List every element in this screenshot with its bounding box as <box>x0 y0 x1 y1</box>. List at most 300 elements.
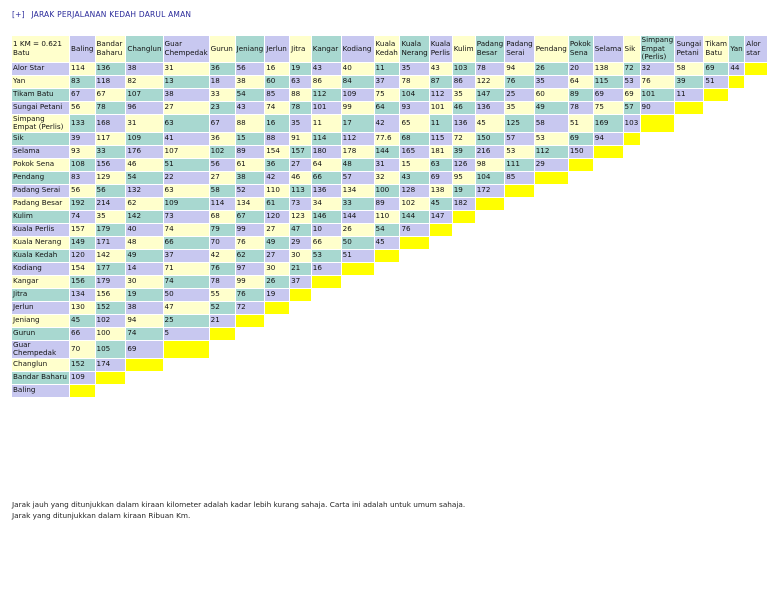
row-label: Sik <box>12 133 69 145</box>
distance-cell: 18 <box>210 76 235 88</box>
diagonal-cell <box>535 172 568 184</box>
distance-cell: 142 <box>126 211 162 223</box>
distance-cell: 114 <box>210 198 235 210</box>
diagonal-cell <box>745 63 767 75</box>
distance-cell: 37 <box>375 76 400 88</box>
distance-cell: 65 <box>400 115 428 132</box>
distance-cell: 43 <box>236 102 265 114</box>
distance-cell: 67 <box>236 211 265 223</box>
table-row <box>12 76 767 88</box>
distance-cell: 112 <box>430 89 452 101</box>
distance-cell: 76 <box>400 224 428 236</box>
distance-cell: 39 <box>675 76 703 88</box>
distance-cell: 110 <box>375 211 400 223</box>
column-header: Kuala Nerang <box>400 36 428 62</box>
distance-cell: 136 <box>96 63 126 75</box>
distance-cell: 34 <box>312 198 341 210</box>
distance-cell: 27 <box>290 159 311 171</box>
distance-cell: 58 <box>535 115 568 132</box>
distance-cell: 67 <box>210 115 235 132</box>
distance-cell: 101 <box>312 102 341 114</box>
distance-cell: 50 <box>164 289 209 301</box>
distance-cell: 26 <box>535 63 568 75</box>
distance-cell: 134 <box>342 185 374 197</box>
distance-cell: 69 <box>704 63 728 75</box>
distance-cell: 69 <box>624 89 640 101</box>
distance-cell: 53 <box>535 133 568 145</box>
distance-cell: 26 <box>342 224 374 236</box>
distance-cell: 192 <box>70 198 94 210</box>
distance-cell: 107 <box>126 89 162 101</box>
table-row <box>12 341 767 358</box>
distance-cell: 123 <box>290 211 311 223</box>
distance-cell: 57 <box>505 133 534 145</box>
table-row <box>12 185 767 197</box>
row-label: Tikam Batu <box>12 89 69 101</box>
distance-cell: 58 <box>210 185 235 197</box>
distance-cell: 45 <box>70 315 94 327</box>
distance-cell: 56 <box>236 63 265 75</box>
distance-cell: 25 <box>164 315 209 327</box>
distance-cell: 53 <box>624 76 640 88</box>
distance-cell: 144 <box>375 146 400 158</box>
distance-cell: 53 <box>312 250 341 262</box>
distance-cell: 17 <box>342 115 374 132</box>
diagonal-cell <box>430 224 452 236</box>
table-row <box>12 302 767 314</box>
distance-cell: 114 <box>312 133 341 145</box>
distance-cell: 136 <box>453 115 475 132</box>
distance-cell: 214 <box>96 198 126 210</box>
distance-cell: 126 <box>453 159 475 171</box>
distance-cell: 63 <box>164 185 209 197</box>
distance-cell: 115 <box>430 133 452 145</box>
row-label: Pendang <box>12 172 69 184</box>
diagonal-cell <box>641 115 675 132</box>
distance-cell: 149 <box>70 237 94 249</box>
distance-cell: 38 <box>126 63 162 75</box>
distance-cell: 38 <box>236 76 265 88</box>
row-label: Guar Chempedak <box>12 341 69 358</box>
distance-cell: 94 <box>594 133 623 145</box>
distance-cell: 109 <box>70 372 94 384</box>
distance-cell: 157 <box>290 146 311 158</box>
distance-cell: 142 <box>96 250 126 262</box>
column-header: Baling <box>70 36 94 62</box>
distance-cell: 147 <box>476 89 505 101</box>
row-label: Padang Serai <box>12 185 69 197</box>
distance-cell: 37 <box>164 250 209 262</box>
distance-cell: 35 <box>505 102 534 114</box>
distance-cell: 60 <box>265 76 289 88</box>
distance-cell: 11 <box>675 89 703 101</box>
distance-cell: 150 <box>476 133 505 145</box>
diagonal-cell <box>236 315 265 327</box>
table-row <box>12 328 767 340</box>
distance-cell: 63 <box>430 159 452 171</box>
row-label: Pokok Sena <box>12 159 69 171</box>
distance-cell: 61 <box>236 159 265 171</box>
distance-cell: 30 <box>290 250 311 262</box>
distance-cell: 32 <box>641 63 675 75</box>
distance-cell: 77.6 <box>375 133 400 145</box>
distance-cell: 132 <box>126 185 162 197</box>
distance-cell: 43 <box>430 63 452 75</box>
row-label: Kulim <box>12 211 69 223</box>
distance-cell: 36 <box>265 159 289 171</box>
distance-cell: 61 <box>265 198 289 210</box>
distance-cell: 78 <box>210 276 235 288</box>
distance-cell: 19 <box>126 289 162 301</box>
distance-cell: 29 <box>290 237 311 249</box>
distance-cell: 136 <box>312 185 341 197</box>
distance-cell: 64 <box>312 159 341 171</box>
distance-cell: 165 <box>400 146 428 158</box>
table-row <box>12 115 767 132</box>
distance-cell: 79 <box>210 224 235 236</box>
distance-cell: 86 <box>453 76 475 88</box>
distance-cell: 27 <box>265 250 289 262</box>
page-title <box>12 10 191 19</box>
distance-cell: 49 <box>535 102 568 114</box>
distance-cell: 36 <box>210 133 235 145</box>
distance-cell: 49 <box>265 237 289 249</box>
row-label: Alor Star <box>12 63 69 75</box>
diagonal-cell <box>312 276 341 288</box>
distance-cell: 99 <box>236 224 265 236</box>
row-label: Simpang Empat (Perlis) <box>12 115 69 132</box>
distance-cell: 103 <box>453 63 475 75</box>
distance-cell: 11 <box>375 63 400 75</box>
distance-cell: 66 <box>164 237 209 249</box>
distance-cell: 113 <box>290 185 311 197</box>
distance-cell: 216 <box>476 146 505 158</box>
distance-cell: 122 <box>476 76 505 88</box>
distance-cell: 146 <box>312 211 341 223</box>
distance-cell: 39 <box>70 133 94 145</box>
distance-cell: 111 <box>505 159 534 171</box>
distance-cell: 64 <box>375 102 400 114</box>
row-label: Bandar Baharu <box>12 372 69 384</box>
column-header: Bandar Baharu <box>96 36 126 62</box>
column-header: Sik <box>624 36 640 62</box>
distance-cell: 156 <box>96 159 126 171</box>
diagonal-cell <box>265 302 289 314</box>
column-header: Selama <box>594 36 623 62</box>
table-row <box>12 63 767 75</box>
distance-cell: 85 <box>265 89 289 101</box>
diagonal-cell <box>164 341 209 358</box>
distance-cell: 46 <box>126 159 162 171</box>
column-header: Changlun <box>126 36 162 62</box>
distance-cell: 38 <box>126 302 162 314</box>
table-row <box>12 159 767 171</box>
distance-cell: 20 <box>569 63 593 75</box>
distance-cell: 21 <box>210 315 235 327</box>
distance-cell: 33 <box>96 146 126 158</box>
distance-cell: 89 <box>375 198 400 210</box>
row-label: Jeniang <box>12 315 69 327</box>
column-header: Sungai Petani <box>675 36 703 62</box>
distance-cell: 89 <box>569 89 593 101</box>
distance-cell: 94 <box>505 63 534 75</box>
row-label: Kuala Kedah <box>12 250 69 262</box>
distance-cell: 88 <box>265 133 289 145</box>
column-header: Kulim <box>453 36 475 62</box>
row-label: Padang Besar <box>12 198 69 210</box>
column-header: Kodiang <box>342 36 374 62</box>
distance-cell: 168 <box>96 115 126 132</box>
distance-cell: 152 <box>96 302 126 314</box>
diagonal-cell <box>729 76 744 88</box>
distance-cell: 95 <box>453 172 475 184</box>
distance-cell: 114 <box>70 63 94 75</box>
table-row <box>12 198 767 210</box>
distance-cell: 101 <box>641 89 675 101</box>
distance-cell: 120 <box>265 211 289 223</box>
distance-cell: 51 <box>569 115 593 132</box>
distance-cell: 78 <box>290 102 311 114</box>
distance-cell: 107 <box>164 146 209 158</box>
distance-cell: 134 <box>236 198 265 210</box>
distance-cell: 42 <box>210 250 235 262</box>
distance-cell: 112 <box>535 146 568 158</box>
distance-cell: 144 <box>342 211 374 223</box>
distance-cell: 102 <box>96 315 126 327</box>
distance-cell: 41 <box>164 133 209 145</box>
table-row <box>12 385 767 397</box>
distance-cell: 72 <box>236 302 265 314</box>
distance-cell: 56 <box>96 185 126 197</box>
distance-cell: 69 <box>594 89 623 101</box>
distance-cell: 71 <box>164 263 209 275</box>
distance-cell: 118 <box>96 76 126 88</box>
distance-cell: 156 <box>70 276 94 288</box>
distance-cell: 182 <box>453 198 475 210</box>
row-label: Changlun <box>12 359 69 371</box>
distance-cell: 103 <box>624 115 640 132</box>
distance-cell: 120 <box>70 250 94 262</box>
distance-cell: 74 <box>126 328 162 340</box>
distance-cell: 104 <box>476 172 505 184</box>
diagonal-cell <box>126 359 162 371</box>
row-label: Kodiang <box>12 263 69 275</box>
distance-cell: 11 <box>312 115 341 132</box>
distance-cell: 54 <box>126 172 162 184</box>
distance-cell: 74 <box>164 224 209 236</box>
expand-toggle[interactable]: [+] <box>12 10 25 19</box>
distance-cell: 138 <box>430 185 452 197</box>
distance-cell: 108 <box>70 159 94 171</box>
distance-cell: 88 <box>236 115 265 132</box>
column-header: Jerlun <box>265 36 289 62</box>
distance-cell: 174 <box>96 359 126 371</box>
table-row <box>12 146 767 158</box>
distance-cell: 102 <box>210 146 235 158</box>
row-label: Gurun <box>12 328 69 340</box>
distance-cell: 171 <box>96 237 126 249</box>
distance-cell: 68 <box>210 211 235 223</box>
diagonal-cell <box>569 159 593 171</box>
row-label: Sungai Petani <box>12 102 69 114</box>
diagonal-cell <box>375 250 400 262</box>
distance-cell: 15 <box>400 159 428 171</box>
distance-cell: 136 <box>476 102 505 114</box>
distance-cell: 66 <box>312 237 341 249</box>
distance-cell: 109 <box>164 198 209 210</box>
distance-cell: 117 <box>96 133 126 145</box>
distance-cell: 147 <box>430 211 452 223</box>
distance-cell: 56 <box>210 159 235 171</box>
distance-cell: 93 <box>70 146 94 158</box>
distance-cell: 53 <box>505 146 534 158</box>
distance-cell: 144 <box>400 211 428 223</box>
distance-cell: 33 <box>210 89 235 101</box>
distance-cell: 112 <box>342 133 374 145</box>
column-header: Jitra <box>290 36 311 62</box>
distance-cell: 125 <box>505 115 534 132</box>
column-header: Jeniang <box>236 36 265 62</box>
diagonal-cell <box>704 89 728 101</box>
diagonal-cell <box>453 211 475 223</box>
distance-cell: 62 <box>126 198 162 210</box>
distance-cell: 180 <box>312 146 341 158</box>
table-row <box>12 89 767 101</box>
distance-cell: 67 <box>96 89 126 101</box>
table-row <box>12 263 767 275</box>
row-label: Kuala Nerang <box>12 237 69 249</box>
note-units: Jarak yang ditunjukkan dalam kiraan Ribuan Km. <box>12 510 191 520</box>
distance-cell: 26 <box>265 276 289 288</box>
distance-cell: 84 <box>342 76 374 88</box>
distance-cell: 102 <box>400 198 428 210</box>
distance-cell: 16 <box>265 63 289 75</box>
distance-cell: 36 <box>210 63 235 75</box>
distance-cell: 76 <box>641 76 675 88</box>
distance-cell: 138 <box>594 63 623 75</box>
distance-cell: 104 <box>400 89 428 101</box>
distance-cell: 74 <box>265 102 289 114</box>
diagonal-cell <box>624 133 640 145</box>
table-row <box>12 172 767 184</box>
distance-cell: 54 <box>236 89 265 101</box>
distance-cell: 58 <box>675 63 703 75</box>
distance-cell: 91 <box>290 133 311 145</box>
distance-cell: 38 <box>164 89 209 101</box>
distance-cell: 177 <box>96 263 126 275</box>
distance-cell: 96 <box>126 102 162 114</box>
column-header: Kuala Kedah <box>375 36 400 62</box>
distance-cell: 52 <box>210 302 235 314</box>
distance-cell: 109 <box>126 133 162 145</box>
distance-cell: 19 <box>265 289 289 301</box>
table-row <box>12 315 767 327</box>
distance-cell: 30 <box>126 276 162 288</box>
distance-cell: 157 <box>70 224 94 236</box>
table-row <box>12 276 767 288</box>
distance-cell: 52 <box>236 185 265 197</box>
distance-cell: 46 <box>453 102 475 114</box>
distance-cell: 38 <box>236 172 265 184</box>
distance-cell: 31 <box>375 159 400 171</box>
distance-cell: 68 <box>400 133 428 145</box>
diagonal-cell <box>675 102 703 114</box>
distance-cell: 55 <box>210 289 235 301</box>
distance-cell: 69 <box>126 341 162 358</box>
distance-cell: 105 <box>96 341 126 358</box>
table-row <box>12 102 767 114</box>
distance-cell: 27 <box>265 224 289 236</box>
distance-cell: 48 <box>342 159 374 171</box>
distance-cell: 181 <box>430 146 452 158</box>
distance-cell: 15 <box>236 133 265 145</box>
row-label: Selama <box>12 146 69 158</box>
distance-cell: 37 <box>290 276 311 288</box>
distance-cell: 176 <box>126 146 162 158</box>
distance-cell: 152 <box>70 359 94 371</box>
distance-cell: 35 <box>96 211 126 223</box>
distance-cell: 83 <box>70 76 94 88</box>
distance-cell: 75 <box>594 102 623 114</box>
note-approximate: Jarak jauh yang ditunjukkan dalam kiraan kilometer adalah kadar lebih kurang sahaja. Carta ini adalah untuk umum sahaja. <box>12 500 466 509</box>
distance-cell: 14 <box>126 263 162 275</box>
row-label: Yan <box>12 76 69 88</box>
distance-cell: 130 <box>70 302 94 314</box>
distance-cell: 16 <box>312 263 341 275</box>
distance-cell: 50 <box>342 237 374 249</box>
distance-cell: 46 <box>290 172 311 184</box>
distance-cell: 30 <box>265 263 289 275</box>
distance-cell: 51 <box>704 76 728 88</box>
distance-cell: 63 <box>164 115 209 132</box>
distance-cell: 62 <box>236 250 265 262</box>
distance-cell: 19 <box>453 185 475 197</box>
distance-cell: 47 <box>164 302 209 314</box>
distance-cell: 16 <box>265 115 289 132</box>
distance-cell: 78 <box>400 76 428 88</box>
distance-cell: 22 <box>164 172 209 184</box>
distance-cell: 29 <box>535 159 568 171</box>
column-header: Padang Serai <box>505 36 534 62</box>
distance-cell: 129 <box>96 172 126 184</box>
column-header: Tikam Batu <box>704 36 728 62</box>
distance-cell: 63 <box>290 76 311 88</box>
distance-cell: 70 <box>70 341 94 358</box>
distance-cell: 178 <box>342 146 374 158</box>
column-header: Pokok Sena <box>569 36 593 62</box>
distance-cell: 51 <box>342 250 374 262</box>
distance-cell: 94 <box>126 315 162 327</box>
distance-cell: 67 <box>70 89 94 101</box>
footnotes <box>12 500 465 521</box>
distance-cell: 21 <box>290 263 311 275</box>
distance-cell: 76 <box>236 237 265 249</box>
distance-cell: 19 <box>290 63 311 75</box>
distance-cell: 154 <box>70 263 94 275</box>
distance-cell: 48 <box>126 237 162 249</box>
column-header: Gurun <box>210 36 235 62</box>
column-header: Padang Besar <box>476 36 505 62</box>
distance-cell: 66 <box>312 172 341 184</box>
distance-cell: 74 <box>164 276 209 288</box>
distance-cell: 83 <box>70 172 94 184</box>
distance-cell: 23 <box>210 102 235 114</box>
distance-cell: 25 <box>505 89 534 101</box>
column-header: Simpang Empat (Perlis) <box>641 36 674 61</box>
distance-cell: 57 <box>624 102 640 114</box>
column-header: Kuala Perlis <box>430 36 452 62</box>
distance-cell: 42 <box>265 172 289 184</box>
